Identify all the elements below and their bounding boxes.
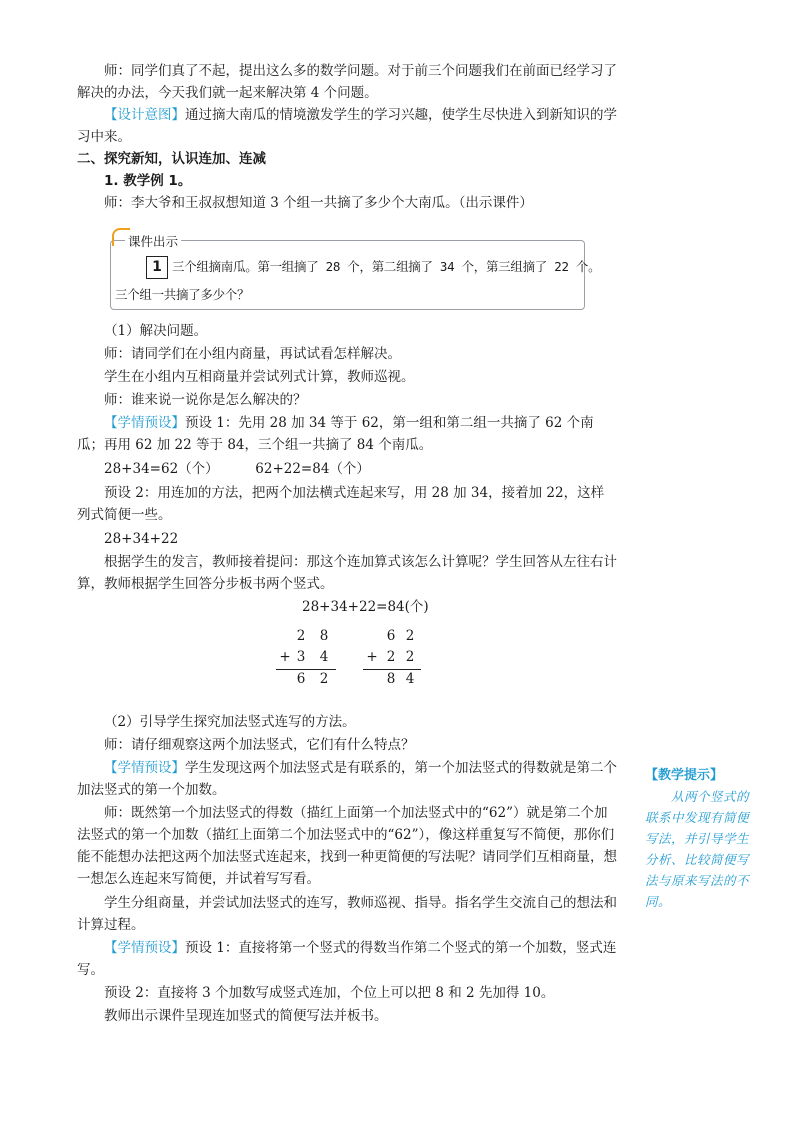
teacher-line-courseware: 师：李大爷和王叔叔想知道 3 个组一共摘了多少个大南瓜。（出示课件） bbox=[104, 195, 533, 211]
preset-1-paragraph bbox=[77, 412, 617, 456]
example-heading: 1. 教学例 1。 bbox=[104, 173, 192, 189]
calc1-operator: + bbox=[279, 649, 291, 665]
preset-3-text: 学生发现这两个加法竖式是有联系的，第一个加法竖式的得数就是第二个加法竖式的第一个加数。 bbox=[77, 760, 617, 798]
equation-1: 28+34=62（个） bbox=[104, 461, 219, 477]
design-intent-tag: 【设计意图】 bbox=[104, 107, 185, 123]
teacher-line-ask: 师：谁来说一说你是怎么解决的？ bbox=[104, 392, 307, 408]
teacher-line-observe: 师：请仔细观察这两个加法竖式，它们有什么特点？ bbox=[104, 737, 415, 753]
teacher-line-explain: 师：既然第一个加法竖式的得数（描红上面第一个加法竖式中的“62”）就是第二个加法竖式的第一个加数（描红上面第二个加法竖式中的“62”），像这样重复写不简便，那你们能不能想办法把这两个加法竖式连起来，找到一种更简便的写法呢？请同学们互相商量，想一想怎么连起来写简便，并试着写写看。 bbox=[77, 805, 617, 887]
equation-row bbox=[104, 458, 404, 480]
equation-4: 28+34+22=84(个) bbox=[302, 599, 429, 615]
preset-tag-2: 【学情预设】 bbox=[104, 760, 185, 776]
equation-3: 28+34+22 bbox=[104, 531, 179, 547]
calc2-b-ones: 2 bbox=[405, 649, 415, 665]
calc1-b-ones: 4 bbox=[319, 649, 329, 665]
student-activity-line: 学生在小组内互相商量并尝试列式计算，教师巡视。 bbox=[104, 369, 415, 385]
preset-4-text: 预设 1：直接将第一个竖式的得数当作第二个竖式的第一个加数，竖式连写。 bbox=[77, 940, 617, 978]
preset-5-paragraph: 预设 2：直接将 3 个加数写成竖式连加，个位上可以把 8 和 2 先加得 10。 bbox=[104, 985, 555, 1001]
equation-2: 62+22=84（个） bbox=[255, 461, 370, 477]
courseware-problem-line2: 三个组一共摘了多少个？ bbox=[115, 287, 250, 302]
preset-3-paragraph bbox=[77, 757, 617, 801]
calc1-r-ones: 2 bbox=[319, 671, 329, 687]
design-intent-paragraph bbox=[77, 104, 617, 148]
teacher-question-paragraph: 根据学生的发言，教师接着提问：那这个连加算式该怎么计算呢？学生回答从左往右计算，教师根据学生回答分步板书两个竖式。 bbox=[77, 554, 617, 592]
calc2-r-tens: 8 bbox=[386, 671, 396, 687]
calc2-a-ones: 2 bbox=[405, 628, 415, 644]
courseware-label: 课件出示 bbox=[125, 232, 181, 250]
calc1-r-tens: 6 bbox=[296, 671, 306, 687]
teaching-tip-body: 从两个竖式的联系中发现有简便写法，并引导学生分析、比较简便写法与原来写法的不同。 bbox=[645, 789, 750, 909]
calc1-a-ones: 8 bbox=[319, 628, 329, 644]
calc1-b-tens: 3 bbox=[296, 649, 306, 665]
design-intent-text: 通过摘大南瓜的情境激发学生的学习兴趣，使学生尽快进入到新知识的学习中来。 bbox=[77, 107, 617, 145]
calc1-a-tens: 2 bbox=[296, 628, 306, 644]
calc2-operator: + bbox=[366, 649, 378, 665]
section-heading: 二、探究新知，认识连加、连减 bbox=[77, 151, 266, 167]
student-group-paragraph: 学生分组商量，并尝试加法竖式的连写，教师巡视、指导。指名学生交流自己的想法和计算过程。 bbox=[77, 895, 617, 933]
calc2-a-tens: 6 bbox=[386, 628, 396, 644]
teaching-tip-title: 【教学提示】 bbox=[645, 768, 724, 783]
calc2-sum-line bbox=[363, 669, 421, 670]
teacher-final-line: 教师出示课件呈现连加竖式的简便写法并板书。 bbox=[104, 1008, 388, 1024]
calc1-sum-line bbox=[276, 669, 336, 670]
preset-tag-3: 【学情预设】 bbox=[104, 940, 185, 956]
calc2-r-ones: 4 bbox=[405, 671, 415, 687]
subsection-1: （1）解决问题。 bbox=[104, 323, 208, 339]
teacher-line-discuss: 师：请同学们在小组内商量，再试试看怎样解决。 bbox=[104, 346, 401, 362]
subsection-2: （2）引导学生探究加法竖式连写的方法。 bbox=[104, 714, 356, 730]
preset-tag: 【学情预设】 bbox=[104, 415, 185, 431]
preset-2-paragraph: 预设 2：用连加的方法，把两个加法横式连起来写，用 28 加 34，接着加 22，这样列式简便一些。 bbox=[77, 485, 605, 523]
intro-paragraph: 师：同学们真了不起，提出这么多的数学问题。对于前三个问题我们在前面已经学习了解决的办法，今天我们就一起来解决第 4 个问题。 bbox=[77, 63, 617, 101]
example-number-badge: 1 bbox=[146, 256, 168, 279]
courseware-problem-line1: 三个组摘南瓜。第一组摘了 28 个，第二组摘了 34 个，第三组摘了 22 个。 bbox=[172, 259, 601, 274]
preset-4-paragraph bbox=[77, 937, 617, 981]
preset-1-text: 预设 1：先用 28 加 34 等于 62，第一组和第二组一共摘了 62 个南瓜；再用 62 加 22 等于 84，三个组一共摘了 84 个南瓜。 bbox=[77, 415, 594, 453]
calc2-b-tens: 2 bbox=[386, 649, 396, 665]
